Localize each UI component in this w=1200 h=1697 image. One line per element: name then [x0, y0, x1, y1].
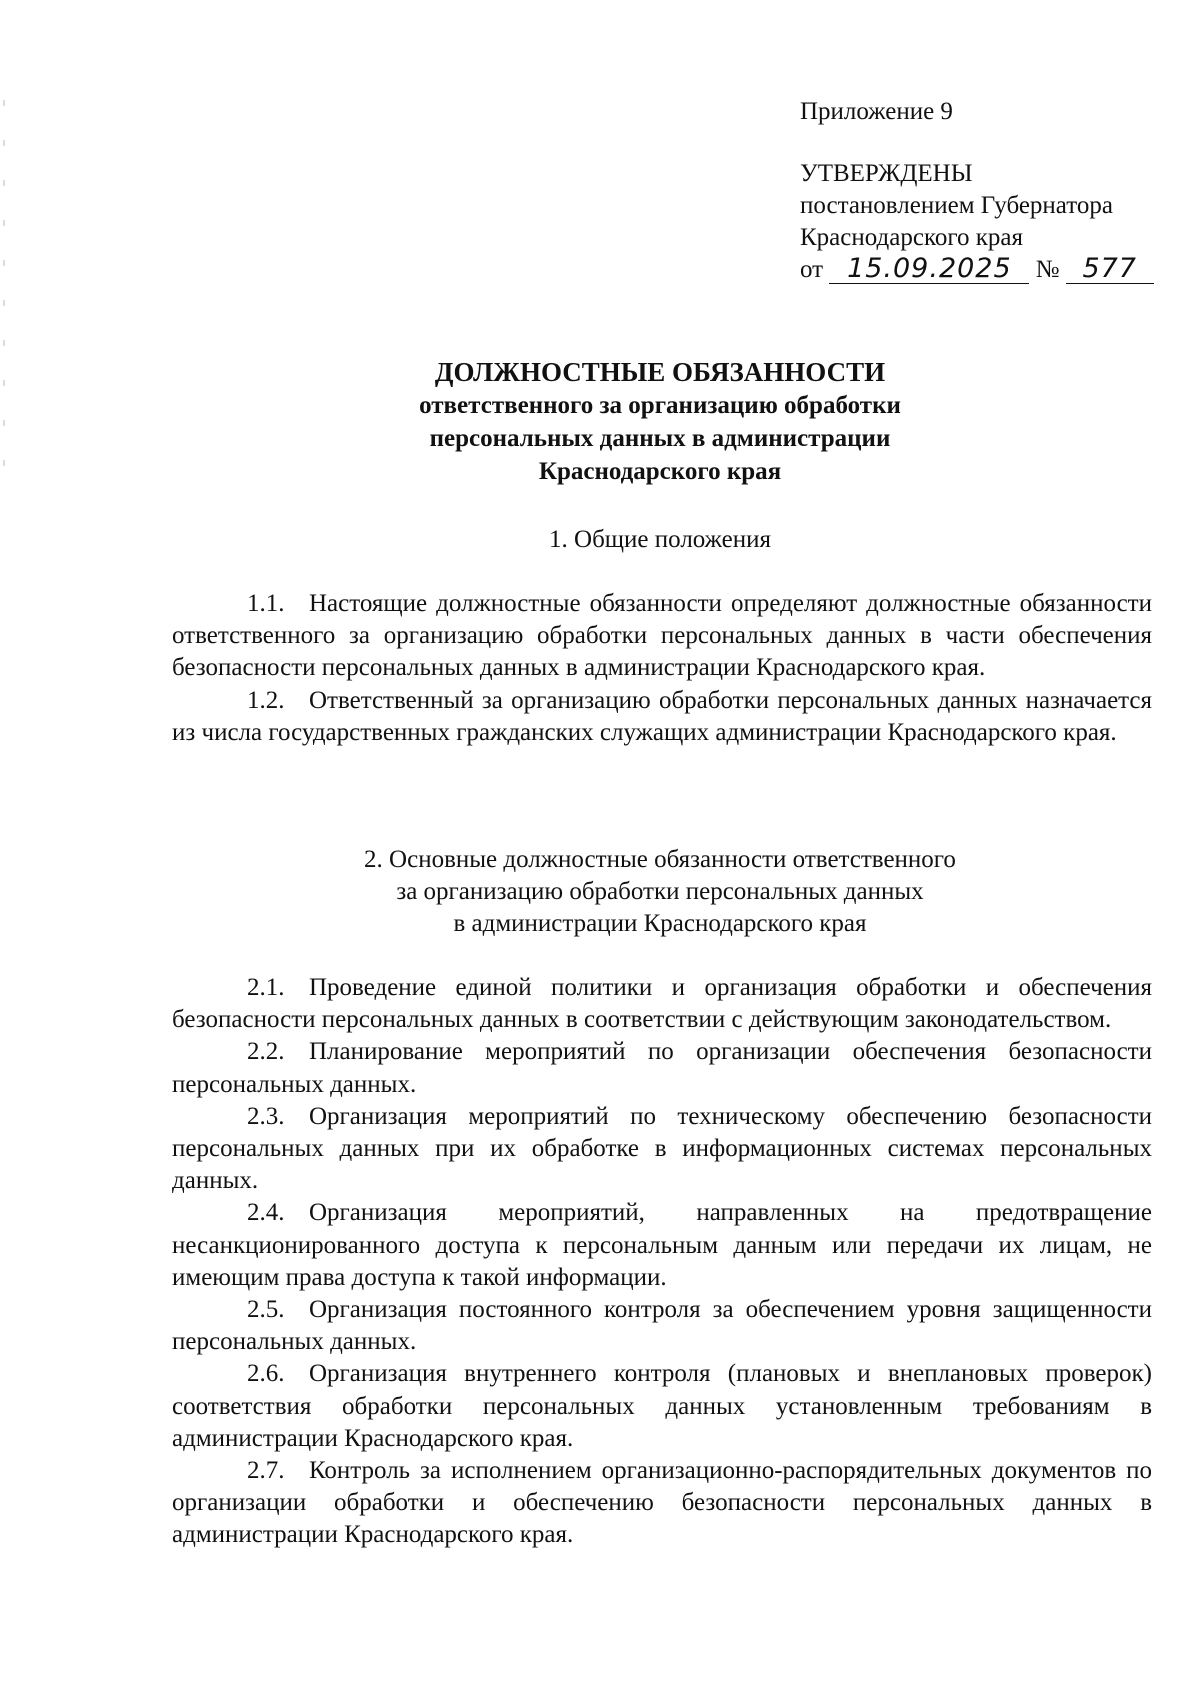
appendix-label: Приложение 9	[800, 98, 953, 125]
approval-block	[800, 158, 1154, 286]
paragraph-text: Настоящие должностные обязанности определяют должностные обязанности ответственного за организацию обработки персональных данных в части обеспечения безопасности персональных данных в администрации Краснодарского края.	[172, 590, 1152, 682]
title-line-3: персональных данных в администрации	[429, 425, 891, 452]
section-1-title: 1. Общие положения	[549, 526, 771, 553]
paragraph-text: Организация мероприятий, направленных на предотвращение несанкционированного доступа к персональным данным или передачи их лицам, не имеющим права доступа к такой информации.	[172, 1199, 1152, 1291]
document-title	[170, 356, 1150, 488]
paragraph-2-5	[172, 1294, 1152, 1358]
date-prefix: от	[800, 256, 824, 283]
paragraph-number: 2.4.	[247, 1199, 285, 1227]
paragraph-text: Ответственный за организацию обработки персональных данных назначается из числа государственных гражданских служащих администрации Краснодарского края.	[172, 686, 1152, 746]
paragraph-text: Организация внутреннего контроля (плановых и внеплановых проверок) соответствия обработки персональных данных установленным требованиям в администрации Краснодарского края.	[172, 1360, 1152, 1452]
scan-margin-marks	[3, 100, 5, 480]
title-line-2: ответственного за организацию обработки	[419, 392, 901, 419]
handwritten-date: 15.09.2025	[829, 255, 1029, 284]
section-1-body	[172, 588, 1152, 749]
paragraph-number: 2.1.	[247, 974, 285, 1001]
paragraph-1-2	[172, 685, 1152, 749]
section-2-title-line-2: за организацию обработки персональных данных	[396, 878, 924, 905]
paragraph-text: Проведение единой политики и организация обработки и обеспечения безопасности персональных данных в соответствии с действующим законодательством.	[172, 974, 1152, 1034]
paragraph-number: 2.2.	[247, 1038, 285, 1066]
approval-date-line	[800, 254, 1154, 286]
paragraph-1-1	[172, 588, 1152, 685]
paragraph-text: Организация мероприятий по техническому обеспечению безопасности персональных данных при их обработке в информационных системах персональных данных.	[172, 1102, 1152, 1195]
paragraph-number: 1.1.	[247, 590, 285, 617]
approved-by-line2: Краснодарского края	[800, 224, 1023, 251]
paragraph-2-7	[172, 1455, 1152, 1552]
title-line-1: ДОЛЖНОСТНЫЕ ОБЯЗАННОСТИ	[434, 357, 886, 387]
paragraph-number: 1.2.	[247, 686, 285, 714]
section-2-title-line-1: 2. Основные должностные обязанности ответственного	[364, 846, 956, 873]
paragraph-text: Планирование мероприятий по организации обеспечения безопасности персональных данных.	[172, 1038, 1152, 1098]
section-2-title	[170, 844, 1150, 940]
paragraph-2-3	[172, 1101, 1152, 1198]
paragraph-number: 2.6.	[247, 1360, 285, 1388]
paragraph-number: 2.7.	[247, 1457, 285, 1485]
paragraph-2-4	[172, 1197, 1152, 1294]
handwritten-number: 577	[1066, 255, 1154, 284]
paragraph-2-6	[172, 1358, 1152, 1455]
number-prefix: №	[1035, 256, 1060, 283]
paragraph-number: 2.3.	[247, 1102, 285, 1130]
approved-label: УТВЕРЖДЕНЫ	[800, 160, 973, 187]
title-line-4: Краснодарского края	[538, 458, 782, 485]
paragraph-2-1	[172, 972, 1152, 1036]
paragraph-text: Контроль за исполнением организационно-распорядительных документов по организации обработки и обеспечению безопасности персональных данных в администрации Краснодарского края.	[172, 1457, 1152, 1549]
section-2-title-line-3: в администрации Краснодарского края	[453, 910, 867, 937]
paragraph-text: Организация постоянного контроля за обеспечением уровня защищенности персональных данных.	[172, 1296, 1152, 1356]
paragraph-2-2	[172, 1036, 1152, 1100]
paragraph-number: 2.5.	[247, 1296, 285, 1324]
approved-by-line1: постановлением Губернатора	[800, 192, 1113, 219]
section-2-body	[172, 972, 1152, 1552]
